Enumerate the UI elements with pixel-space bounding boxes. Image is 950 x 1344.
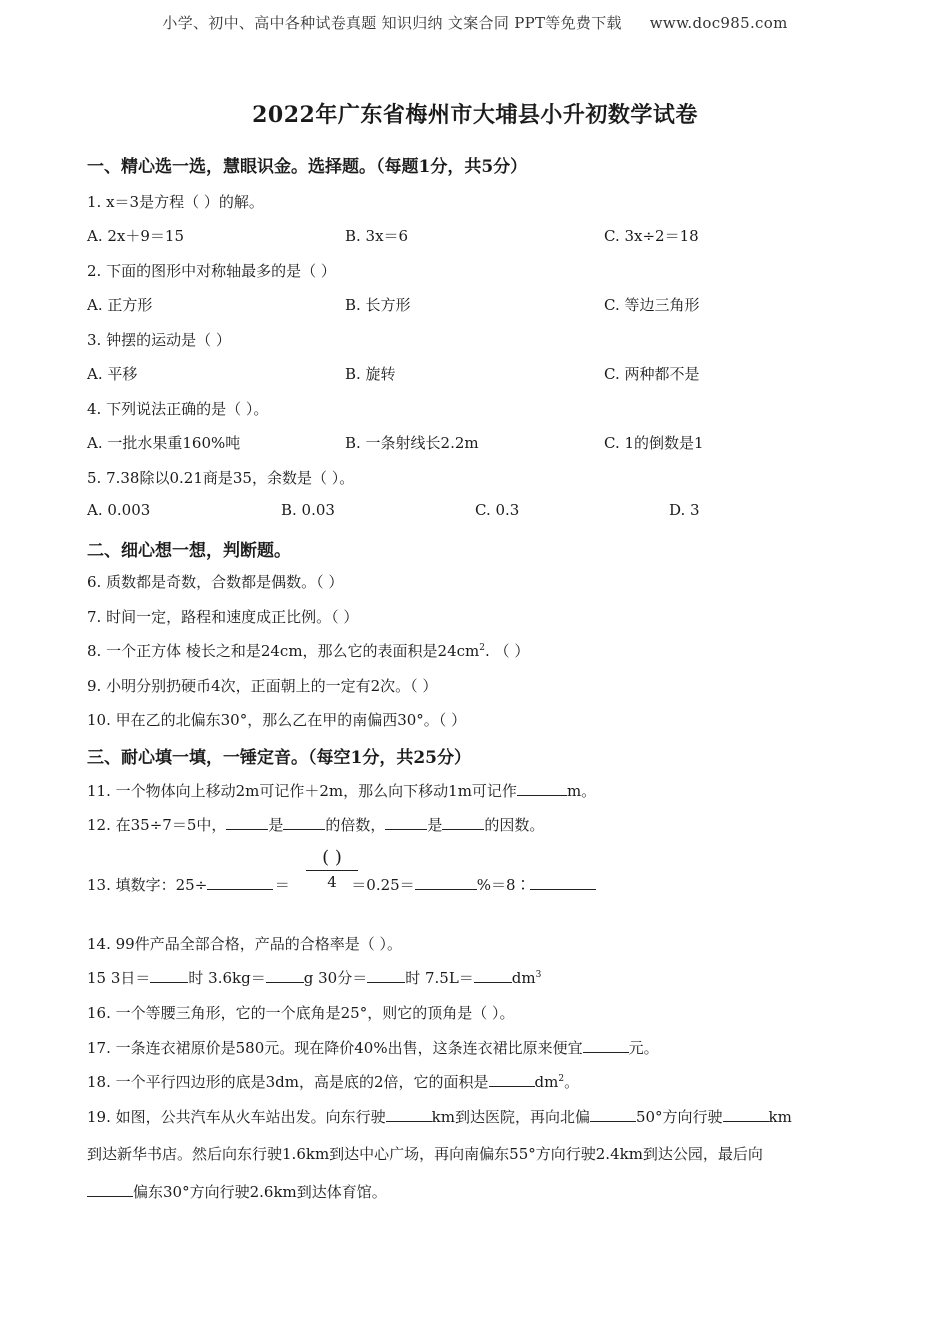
- answer-blank[interactable]: [530, 875, 596, 890]
- q5-option-c: C. 0.3: [475, 501, 520, 519]
- fraction: [304, 846, 360, 893]
- q18-text: 18. 一个平行四边形的底是3dm，高是底的2倍，它的面积是: [87, 1073, 489, 1091]
- question-10: 10. 甲在乙的北偏东30°，那么乙在甲的南偏西30°。（ ）: [87, 711, 467, 729]
- question-4-options: [87, 432, 887, 454]
- question-8: [87, 640, 529, 661]
- q17-text: 17. 一条连衣裙原价是580元。现在降价40%出售，这条连衣裙比原来便宜: [87, 1039, 583, 1057]
- question-11: [87, 780, 596, 801]
- page-header: [0, 12, 950, 33]
- answer-blank[interactable]: [385, 815, 427, 830]
- question-19-line-3: [87, 1181, 387, 1202]
- q17-unit: 元。: [628, 1039, 659, 1057]
- q8-superscript: 2: [479, 643, 486, 653]
- q13-percent: %＝8∶: [476, 876, 531, 894]
- q12-text-2: 是: [268, 816, 284, 834]
- question-1-options: [87, 225, 887, 247]
- question-15: [87, 967, 541, 988]
- answer-blank[interactable]: [590, 1107, 636, 1122]
- answer-blank[interactable]: [489, 1072, 535, 1087]
- q12-text-5: 的因数。: [484, 816, 545, 834]
- q15-superscript: 3: [535, 970, 542, 980]
- q15-text-3: g 30分＝: [303, 969, 368, 987]
- q3-option-a: A. 平移: [87, 365, 138, 383]
- header-text: 小学、初中、高中各种试卷真题 知识归纳 文案合同 PPT等免费下载: [162, 14, 622, 32]
- q13-text: 13. 填数字：25÷: [87, 876, 208, 894]
- question-5-options: [87, 501, 887, 523]
- q19-text-1: 19. 如图，公共汽车从火车站出发。向东行驶: [87, 1108, 386, 1126]
- question-3-options: [87, 363, 887, 385]
- answer-blank[interactable]: [283, 815, 325, 830]
- question-5: 5. 7.38除以0.21商是35，余数是（ ）。: [87, 469, 355, 487]
- answer-blank[interactable]: [442, 815, 484, 830]
- answer-blank[interactable]: [207, 875, 273, 890]
- q3-option-b: B. 旋转: [345, 365, 396, 383]
- answer-blank[interactable]: [367, 968, 405, 983]
- answer-blank[interactable]: [150, 968, 188, 983]
- answer-blank[interactable]: [474, 968, 512, 983]
- q19-text-4: km: [768, 1108, 792, 1126]
- question-2: 2. 下面的图形中对称轴最多的是（ ）: [87, 262, 336, 280]
- q8-tail: . （ ）: [485, 642, 530, 660]
- q18-superscript: 2: [558, 1074, 565, 1084]
- q1-option-b: B. 3x＝6: [345, 227, 409, 245]
- q1-option-a: A. 2x＋9＝15: [87, 227, 185, 245]
- question-1: 1. x＝3是方程（ ）的解。: [87, 193, 264, 211]
- q5-option-b: B. 0.03: [281, 501, 335, 519]
- q4-option-b: B. 一条射线长2.2m: [345, 434, 479, 452]
- answer-blank[interactable]: [415, 875, 477, 890]
- q2-option-a: A. 正方形: [87, 296, 153, 314]
- fraction-numerator[interactable]: ( ): [322, 847, 342, 868]
- answer-blank[interactable]: [226, 815, 268, 830]
- question-17: [87, 1037, 659, 1058]
- answer-blank[interactable]: [583, 1038, 629, 1053]
- q1-option-c: C. 3x÷2＝18: [604, 227, 699, 245]
- question-14: 14. 99件产品全部合格，产品的合格率是（ ）。: [87, 935, 402, 953]
- question-16: 16. 一个等腰三角形，它的一个底角是25°，则它的顶角是（ ）。: [87, 1004, 515, 1022]
- q5-option-a: A. 0.003: [87, 501, 151, 519]
- q12-text-4: 是: [427, 816, 443, 834]
- question-3: 3. 钟摆的运动是（ ）: [87, 331, 231, 349]
- page-title: 2022年广东省梅州市大埔县小升初数学试卷: [252, 102, 698, 128]
- q5-option-d: D. 3: [669, 501, 700, 519]
- answer-blank[interactable]: [517, 781, 567, 796]
- answer-blank[interactable]: [266, 968, 304, 983]
- q15-unit: dm: [511, 969, 536, 987]
- q13-equals: ＝: [274, 876, 290, 894]
- q18-unit: dm: [534, 1073, 559, 1091]
- question-18: [87, 1071, 579, 1092]
- answer-blank[interactable]: [87, 1182, 133, 1197]
- section-3-heading: 三、耐心填一填，一锤定音。（每空1分，共25分）: [87, 748, 471, 768]
- q11-text: 11. 一个物体向上移动2m可记作＋2m，那么向下移动1m可记作: [87, 782, 517, 800]
- q15-text-4: 时 7.5L＝: [405, 969, 474, 987]
- question-19-line-1: [87, 1106, 792, 1127]
- q19-text-5: 偏东30°方向行驶2.6km到达体育馆。: [133, 1183, 387, 1201]
- q18-end: 。: [564, 1073, 580, 1091]
- q15-text-1: 15 3日＝: [87, 969, 151, 987]
- q15-text-2: 时 3.6kg＝: [188, 969, 266, 987]
- q2-option-c: C. 等边三角形: [604, 296, 700, 314]
- q11-unit: m。: [566, 782, 597, 800]
- q4-option-a: A. 一批水果重160%吨: [87, 434, 241, 452]
- q12-text-3: 的倍数，: [325, 816, 386, 834]
- q3-option-c: C. 两种都不是: [604, 365, 700, 383]
- question-12: [87, 814, 544, 835]
- question-9: 9. 小明分别扔硬币4次，正面朝上的一定有2次。（ ）: [87, 677, 438, 695]
- question-7: 7. 时间一定，路程和速度成正比例。（ ）: [87, 608, 359, 626]
- q19-text-2: km到达医院，再向北偏: [431, 1108, 590, 1126]
- section-2-heading: 二、细心想一想，判断题。: [87, 541, 291, 561]
- header-site[interactable]: www.doc985.com: [649, 14, 788, 32]
- section-1-heading: 一、精心选一选，慧眼识金。选择题。（每题1分，共5分）: [87, 157, 528, 177]
- answer-blank[interactable]: [723, 1107, 769, 1122]
- fraction-denominator: 4: [327, 873, 337, 891]
- q2-option-b: B. 长方形: [345, 296, 411, 314]
- question-4: 4. 下列说法正确的是（ ）。: [87, 400, 269, 418]
- question-6: 6. 质数都是奇数，合数都是偶数。（ ）: [87, 573, 344, 591]
- q19-text-3: 50°方向行驶: [635, 1108, 723, 1126]
- q13-mid: ＝0.25＝: [351, 876, 415, 894]
- question-19-line-2: 到达新华书店。然后向东行驶1.6km到达中心广场，再向南偏东55°方向行驶2.4km到达公园，最后向: [87, 1145, 763, 1163]
- q8-text: 8. 一个正方体 棱长之和是24cm，那么它的表面积是24cm: [87, 642, 480, 660]
- question-2-options: [87, 294, 887, 316]
- q4-option-c: C. 1的倒数是1: [604, 434, 704, 452]
- answer-blank[interactable]: [386, 1107, 432, 1122]
- q12-text-1: 12. 在35÷7＝5中，: [87, 816, 227, 834]
